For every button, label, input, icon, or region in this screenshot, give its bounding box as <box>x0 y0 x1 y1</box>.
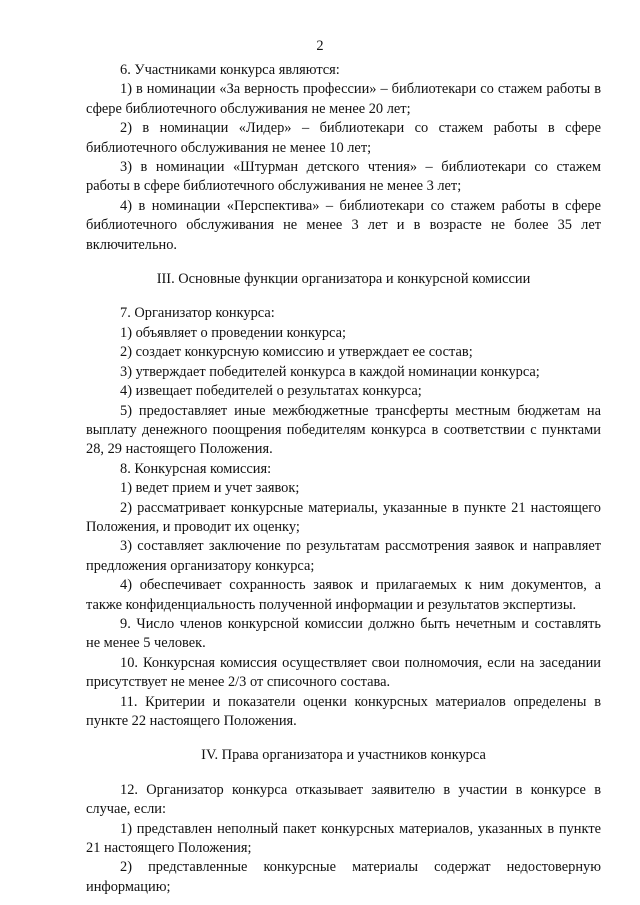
paragraph-6-item-4: 4) в номинации «Перспектива» – библиотекари со стажем работы в сфере библиотечного обслуживания не менее 3 лет и в возрасте не более 35 лет включительно. <box>86 197 601 253</box>
paragraph-8-item-1: 1) ведет прием и учет заявок; <box>120 480 300 497</box>
paragraph-8-item-4: 4) обеспечивает сохранность заявок и прилагаемых к ним документов, а также конфиденциальность полученной информации и результатов экспертизы. <box>86 577 601 613</box>
paragraph-6-item-3: 3) в номинации «Штурман детского чтения» – библиотекари со стажем работы в сфере библиотечного обслуживания не менее 3 лет; <box>86 159 601 195</box>
section-heading-4: IV. Права организатора и участников конкурса <box>201 747 486 764</box>
page-number: 2 <box>316 38 324 54</box>
section-heading-3: III. Основные функции организатора и конкурсной комиссии <box>156 271 531 288</box>
paragraph-9: 9. Число членов конкурсной комиссии должно быть нечетным и составлять не менее 5 человек. <box>86 615 601 652</box>
paragraph-8-item-3: 3) составляет заключение по результатам рассмотрения заявок и направляет предложения организатору конкурса; <box>86 538 601 574</box>
paragraph-7-item-3: 3) утверждает победителей конкурса в каждой номинации конкурса; <box>120 363 540 380</box>
paragraph-7-lead: 7. Организатор конкурса: <box>120 305 275 322</box>
paragraph-8-item-2: 2) рассматривает конкурсные материалы, указанные в пункте 21 настоящего Положения, и проводит их оценку; <box>86 499 601 535</box>
paragraph-6-item-2: 2) в номинации «Лидер» – библиотекари со стажем работы в сфере библиотечного обслуживания не менее 10 лет; <box>86 120 601 156</box>
paragraph-6-item-1: 1) в номинации «За верность профессии» – библиотекари со стажем работы в сфере библиотечного обслуживания не менее 20 лет; <box>86 81 601 117</box>
paragraph-7-item-5: 5) предоставляет иные межбюджетные трансферты местным бюджетам на выплату денежного поощрения победителям конкурса в соответствии с пунктами 28, 29 настоящего Положения. <box>86 402 601 458</box>
document-body <box>86 61 601 897</box>
paragraph-7-item-1: 1) объявляет о проведении конкурса; <box>120 324 346 341</box>
paragraph-10: 10. Конкурсная комиссия осуществляет свои полномочия, если на заседании присутствует не менее 2/3 от списочного состава. <box>86 654 601 691</box>
paragraph-12-lead: 12. Организатор конкурса отказывает заявителю в участии в конкурсе в случае, если: <box>86 781 601 818</box>
paragraph-6-lead: 6. Участниками конкурса являются: <box>120 62 340 78</box>
paragraph-7-item-2: 2) создает конкурсную комиссию и утверждает ее состав; <box>120 344 473 361</box>
paragraph-7-item-4: 4) извещает победителей о результатах конкурса; <box>120 383 422 400</box>
paragraph-12-item-2: 2) представленные конкурсные материалы содержат недостоверную информацию; <box>86 859 601 895</box>
paragraph-12-item-1: 1) представлен неполный пакет конкурсных материалов, указанных в пункте 21 настоящего Положения; <box>86 820 601 857</box>
paragraph-8-lead: 8. Конкурсная комиссия: <box>120 460 272 477</box>
paragraph-11: 11. Критерии и показатели оценки конкурсных материалов определены в пункте 22 настоящего Положения. <box>86 693 601 729</box>
